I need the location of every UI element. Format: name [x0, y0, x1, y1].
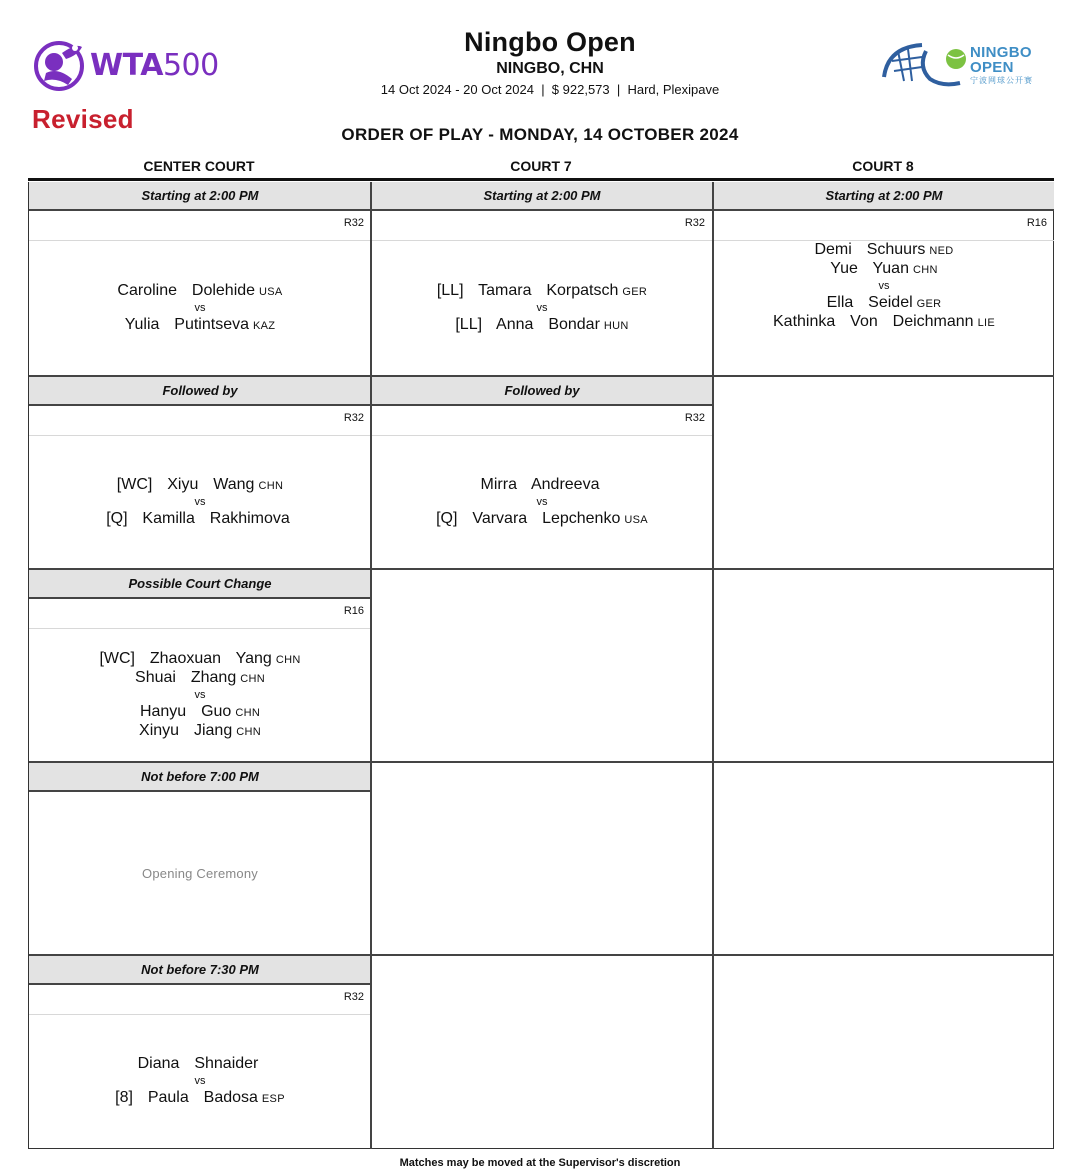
- player-name: Diana Shnaider: [137, 1054, 259, 1072]
- player-name: Mirra Andreeva: [480, 475, 600, 493]
- match-slot: [29, 182, 371, 375]
- match-slot: [29, 375, 371, 568]
- player-nationality: USA: [624, 513, 648, 526]
- player-name: [LL] Tamara Korpatsch: [436, 281, 619, 299]
- player: [481, 476, 604, 495]
- round-label: R16: [714, 211, 1054, 241]
- player-nationality: CHN: [236, 725, 261, 738]
- vs-label: vs: [536, 301, 548, 314]
- match-teams: [372, 241, 712, 375]
- event-slot: [29, 761, 371, 954]
- match-teams: [29, 436, 371, 568]
- match-teams: [29, 241, 371, 375]
- match-teams: [714, 241, 1054, 375]
- player: [117, 282, 282, 301]
- vs-label: vs: [194, 495, 206, 508]
- player-nationality: CHN: [275, 653, 301, 666]
- player: [139, 722, 261, 741]
- player-nationality: CHN: [912, 264, 938, 276]
- ningbo-open-logo: [878, 36, 1048, 94]
- player: [436, 510, 648, 529]
- revised-label: Revised: [32, 104, 134, 134]
- player-nationality: ESP: [261, 1092, 285, 1105]
- player: [125, 316, 276, 335]
- round-label: R32: [29, 406, 371, 436]
- player-name: Yulia Putintseva: [124, 315, 249, 333]
- court-heading-court8: COURT 8: [852, 158, 914, 174]
- player-name: [8] Paula Badosa: [115, 1088, 258, 1106]
- vs-label: vs: [194, 301, 206, 314]
- player-name: Demi Schuurs: [814, 241, 926, 258]
- empty-slot: [372, 761, 712, 954]
- ningbo-logo-line1: NINGBO: [970, 44, 1032, 61]
- player: [140, 703, 260, 722]
- court-heading-center: CENTER COURT: [143, 158, 255, 174]
- order-of-play-grid: [28, 182, 1054, 1149]
- court-heading-court7: COURT 7: [510, 158, 572, 174]
- empty-slot: [714, 761, 1054, 954]
- player: [455, 316, 628, 335]
- empty-slot: [714, 954, 1054, 1147]
- player-name: Kathinka Von Deichmann: [773, 313, 974, 330]
- player-name: Caroline Dolehide: [117, 281, 256, 299]
- match-slot: [372, 182, 712, 375]
- match-teams: [29, 629, 371, 761]
- wta-player-icon: [32, 37, 88, 93]
- player-name: [Q] Kamilla Rakhimova: [106, 509, 290, 527]
- slot-time-band: Followed by: [29, 377, 371, 406]
- court-column-court7: [370, 182, 712, 1149]
- header-rule: [28, 178, 1054, 181]
- player: [830, 260, 937, 279]
- slot-time-band: Starting at 2:00 PM: [29, 182, 371, 211]
- player-name: [WC] Zhaoxuan Yang: [99, 649, 272, 667]
- player: [99, 650, 300, 669]
- footer-disclaimer: Matches may be moved at the Supervisor's discretion: [399, 1157, 681, 1169]
- round-label: R32: [29, 211, 371, 241]
- ningbo-open-wordmark: [970, 45, 1033, 85]
- order-of-play-title: ORDER OF PLAY - MONDAY, 14 OCTOBER 2024: [341, 125, 739, 144]
- empty-slot: [714, 375, 1054, 568]
- round-label: R32: [372, 406, 712, 436]
- player-nationality: LIE: [977, 317, 995, 329]
- player: [437, 282, 647, 301]
- player: [827, 294, 942, 313]
- player-nationality: NED: [929, 245, 954, 257]
- vs-label: vs: [194, 688, 206, 701]
- empty-slot: [372, 954, 712, 1147]
- player: [135, 669, 265, 688]
- player-nationality: KAZ: [253, 319, 276, 332]
- match-teams: [372, 436, 712, 568]
- wta-500-logo: [32, 34, 232, 96]
- player-name: [LL] Anna Bondar: [455, 315, 600, 333]
- slot-time-band: Not before 7:00 PM: [29, 763, 371, 792]
- tournament-city: NINGBO, CHN: [496, 60, 604, 77]
- vs-label: vs: [536, 495, 548, 508]
- player: [117, 476, 283, 495]
- player-nationality: CHN: [235, 706, 261, 719]
- player-name: Yue Yuan: [830, 260, 909, 277]
- match-teams: [29, 1015, 371, 1147]
- wta-tier: 500: [162, 47, 219, 83]
- slot-time-band: Not before 7:30 PM: [29, 956, 371, 985]
- player: [115, 1089, 285, 1108]
- player-name: Shuai Zhang: [135, 668, 237, 686]
- player-name: [Q] Varvara Lepchenko: [436, 509, 621, 527]
- tournament-details: 14 Oct 2024 - 20 Oct 2024 | $ 922,573 | Hard, Plexipave: [380, 82, 720, 97]
- slot-time-band: Possible Court Change: [29, 570, 371, 599]
- match-slot: [714, 182, 1054, 375]
- player-name: Hanyu Guo: [139, 702, 232, 720]
- slot-time-band: Starting at 2:00 PM: [372, 182, 712, 211]
- event-body: [29, 792, 371, 954]
- round-label: R32: [29, 985, 371, 1015]
- player-name: Xinyu Jiang: [139, 721, 233, 739]
- round-label: R16: [29, 599, 371, 629]
- wta-brand: WTA: [90, 47, 163, 83]
- slot-time-band: Starting at 2:00 PM: [714, 182, 1054, 211]
- player-name: Ella Seidel: [826, 294, 913, 311]
- tournament-info: [300, 27, 800, 97]
- player: [773, 313, 995, 332]
- player-nationality: CHN: [258, 479, 284, 492]
- empty-slot: [714, 568, 1054, 761]
- slot-time-band: Followed by: [372, 377, 712, 406]
- player-name: [WC] Xiyu Wang: [116, 475, 255, 493]
- ningbo-logo-line2: OPEN: [970, 59, 1014, 76]
- match-slot: [29, 954, 371, 1147]
- player: [138, 1055, 263, 1074]
- vs-label: vs: [194, 1074, 206, 1087]
- wta-wordmark: [90, 48, 219, 83]
- player-nationality: GER: [916, 298, 942, 310]
- tournament-title: Ningbo Open: [464, 27, 636, 57]
- player-nationality: USA: [259, 285, 283, 298]
- vs-label: vs: [878, 280, 890, 292]
- ningbo-logo-line3: 宁波网球公开赛: [970, 76, 1033, 85]
- ningbo-open-icon: [878, 37, 974, 93]
- round-label: R32: [372, 211, 712, 241]
- player-nationality: GER: [622, 285, 648, 298]
- player: [814, 241, 953, 260]
- opening-ceremony-note: Opening Ceremony: [142, 865, 258, 881]
- player-nationality: CHN: [240, 672, 265, 685]
- empty-slot: [372, 568, 712, 761]
- court-column-court8: [712, 182, 1054, 1149]
- match-slot: [372, 375, 712, 568]
- court-column-center: [29, 182, 371, 1149]
- player-nationality: HUN: [603, 319, 629, 332]
- player: [106, 510, 294, 529]
- match-slot: [29, 568, 371, 761]
